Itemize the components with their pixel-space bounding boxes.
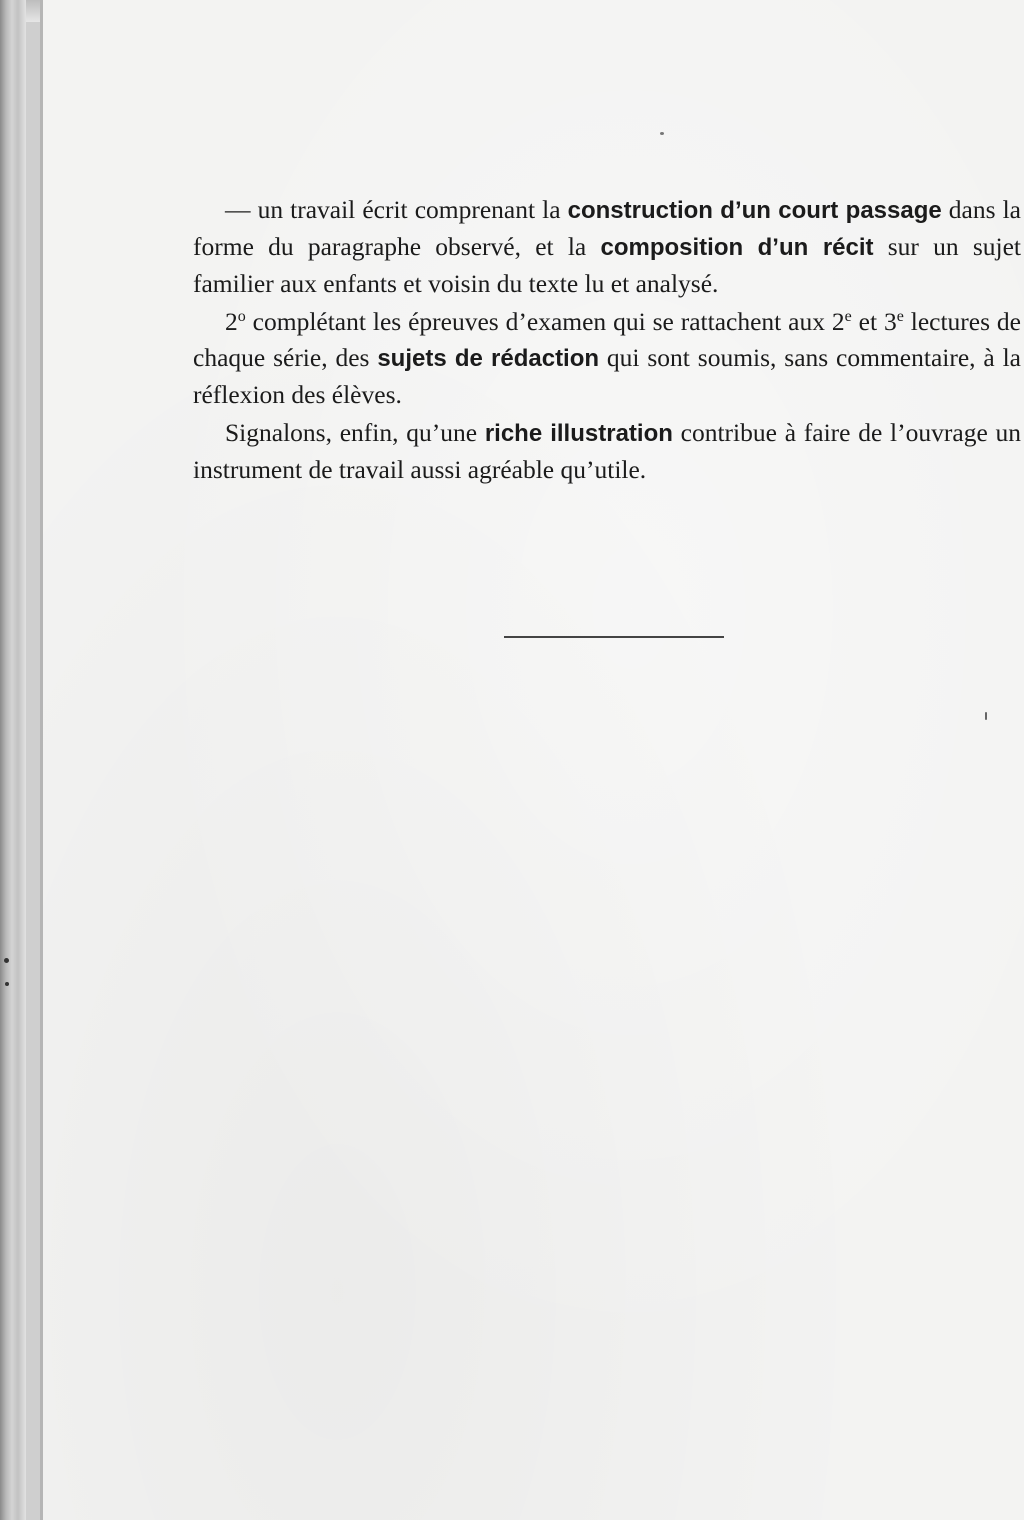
text-run: contribue à faire de l’ouvrage un instrument de travail aussi agréable qu’utile.: [193, 418, 1022, 484]
bold-phrase: composition d’un récit: [600, 234, 874, 261]
body-text: [193, 192, 1021, 490]
paragraph-2: [193, 304, 1021, 413]
paragraph-1: [193, 192, 1021, 302]
binding-edge: [0, 0, 26, 1520]
dust-speck: [4, 958, 9, 963]
dust-speck: [5, 982, 9, 986]
text-run: Signalons, enfin, qu’une: [225, 418, 485, 447]
text-run: dans la forme du paragraphe observé, et la: [193, 195, 1021, 261]
superscript: o: [237, 308, 246, 325]
text-run: sur un sujet familier aux enfants et voisin du texte lu et analysé.: [193, 232, 1022, 298]
text-run: 2: [225, 307, 238, 336]
section-divider: [504, 636, 724, 638]
superscript: e: [896, 308, 904, 325]
text-run: complétant les épreuves d’examen qui se rattachent aux 2: [245, 307, 845, 336]
bold-phrase: construction d’un court passage: [567, 197, 942, 224]
dust-speck: [660, 132, 664, 135]
bold-phrase: riche illustration: [484, 420, 673, 447]
text-run: — un travail écrit comprenant la: [225, 195, 568, 224]
paragraph-3: [193, 415, 1021, 488]
text-run: qui sont soumis, sans commentaire, à la réflexion des élèves.: [193, 343, 1021, 409]
text-run: lectures de chaque série, des: [193, 307, 1022, 372]
dust-speck: [985, 712, 987, 720]
text-run: et 3: [851, 307, 897, 336]
superscript: e: [844, 308, 852, 325]
bold-phrase: sujets de rédaction: [377, 345, 600, 372]
